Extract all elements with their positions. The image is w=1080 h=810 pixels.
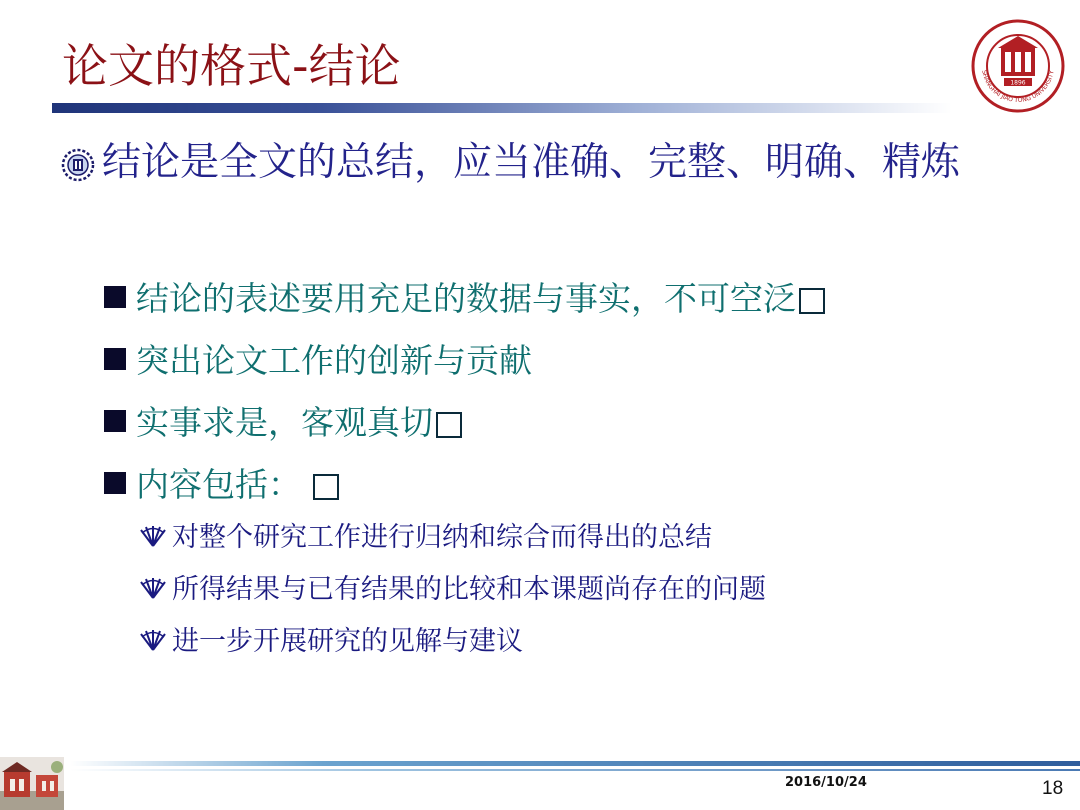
fan-bullet-icon — [138, 524, 168, 548]
list-item-text: 内容包括： — [136, 465, 301, 504]
seal-ring-text: SHANGHAI JIAO TONG UNIVERSITY — [980, 69, 1056, 105]
list-item-text: 结论的表述要用充足的数据与事实，不可空泛 — [136, 279, 796, 318]
empty-box-icon — [799, 288, 825, 314]
list-item — [138, 616, 1058, 668]
sub-bullet-list — [104, 268, 1064, 516]
title-underline — [52, 103, 952, 113]
empty-box-icon — [436, 412, 462, 438]
page-number: 18 — [1042, 778, 1064, 799]
footer-date: 2016/10/24 — [785, 775, 867, 790]
sub3-bullet-list — [138, 512, 1058, 668]
footer-rule-thin — [70, 769, 1080, 771]
campus-photo-icon — [0, 757, 64, 810]
gear-bullet-icon — [60, 147, 96, 183]
list-item-text: 所得结果与已有结果的比较和本课题尚存在的问题 — [172, 574, 766, 605]
main-bullet-text: 结论是全文的总结，应当准确、完整、明确、精炼 — [102, 140, 961, 185]
slide-title: 论文的格式-结论 — [62, 39, 401, 93]
list-item-text: 实事求是，客观真切 — [136, 403, 433, 442]
fan-bullet-icon — [138, 628, 168, 652]
list-item — [104, 454, 1064, 516]
list-item-text: 对整个研究工作进行归纳和综合而得出的总结 — [172, 522, 712, 553]
list-item — [138, 564, 1058, 616]
list-item — [104, 330, 1064, 392]
university-seal-icon — [970, 18, 1066, 114]
list-item — [104, 392, 1064, 454]
square-bullet-icon — [104, 410, 126, 432]
empty-box-icon — [313, 474, 339, 500]
footer-rule — [70, 761, 1080, 766]
list-item-text: 突出论文工作的创新与贡献 — [136, 341, 532, 380]
list-item — [138, 512, 1058, 564]
square-bullet-icon — [104, 286, 126, 308]
square-bullet-icon — [104, 348, 126, 370]
list-item — [104, 268, 1064, 330]
fan-bullet-icon — [138, 576, 168, 600]
seal-year: 1896 — [1010, 79, 1026, 87]
square-bullet-icon — [104, 472, 126, 494]
list-item-text: 进一步开展研究的见解与建议 — [172, 626, 523, 657]
main-bullet — [60, 135, 1050, 190]
